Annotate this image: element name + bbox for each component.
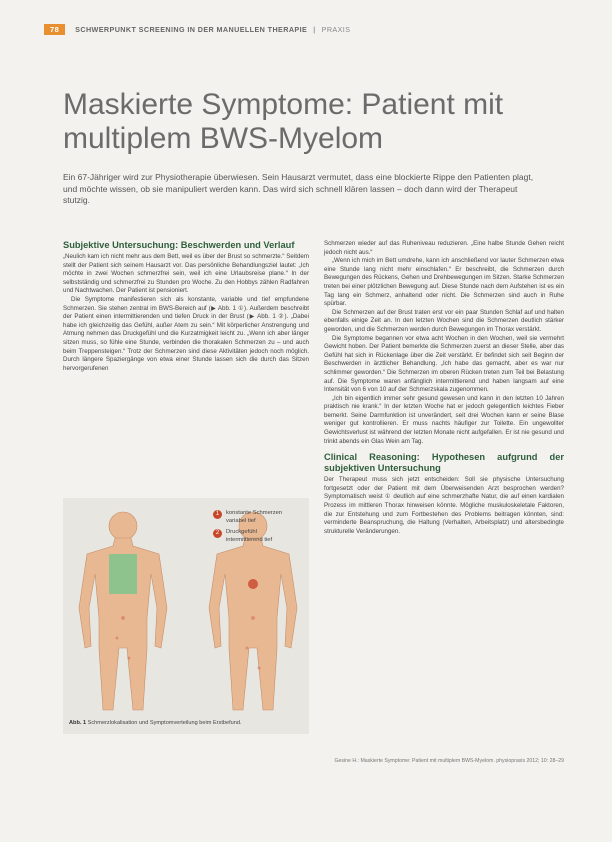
left-column (63, 240, 309, 373)
right-paragraph: „Ich bin eigentlich immer sehr gesund gewesen und kann in den letzten 10 Jahren praktisch nie krank.“ In der letzten Woche hat er jedoch gelegentlich leichtes Fieber bemerkt. Seine Darmfunktion ist unverändert, seit drei Wochen kann er seine Blase weniger gut kontrollieren. Er muss nachts häufiger zur Toilette. Ein ungewollter Gewichtsverlust ist während der letzten Monate nicht aufgefallen. Er ist nie gesund und trinkt abends ein Glas Wein am Tag. (324, 394, 564, 445)
figure-body-chart (63, 498, 309, 734)
figure-caption (69, 720, 305, 726)
citation-footer: Gesine H.: Maskierte Symptome: Patient mit multiplem BWS-Myelom. physiopraxis 2012; 10: 28–29 (334, 758, 564, 764)
article-lead: Ein 67-Jähriger wird zur Physiotherapie überwiesen. Sein Hausarzt vermutet, dass eine blockierte Rippe den Patienten plagt, und möchte wissen, ob sie manipuliert werden kann. Das wird sich schnell klären lassen – doch dann wird der Therapeut stutzig. (63, 172, 534, 205)
section-label: PRAXIS (321, 24, 351, 34)
marker-1-icon: 1 (213, 510, 222, 519)
legend-item (213, 529, 293, 544)
running-title: SCHWERPUNKT SCREENING IN DER MANUELLEN THERAPIE (75, 24, 308, 34)
right-paragraph: Die Symptome begannen vor etwa acht Wochen in den Wochen, weil sie vermehrt Gewicht hoben. Der Patient bemerkte die Schmerzen zuerst an dieser Stelle, aber das Gefühl hat sich in Rückenlage über die Zeit verstärkt. Er befindet sich seit Beginn der Beschwerden in ärztlicher Behandlung. „Ich habe das gemacht, aber es war nur schlimmer geworden.“ Die Schmerzen im oberen Rücken treten zum Teil bei Belastung auf. Die Symptome waren anfänglich intermittierend und haben langsam auf eine Intensität von 6 von 10 auf der Schmerzskala zugenommen. (324, 334, 564, 394)
right-paragraph: Schmerzen wieder auf das Ruheniveau reduzieren. „Eine halbe Stunde Gehen reicht jedoch nicht aus.“ (324, 240, 564, 256)
marker-2-icon: 2 (213, 529, 222, 538)
left-paragraph: Die Symptome manifestieren sich als konstante, variable und tief empfundene Schmerzen. Sie stehen zentral im BWS-Bereich auf (▶ Abb. 1 ①). Außerdem beschreibt der Patient einen intermittierenden und tiefen Druck in der Brust (▶ Abb. 1 ②). „Dabei habe ich gleichzeitig das Gefühl, außer Atem zu sein.“ Mit körperlicher Anstrengung und Atmung nehmen das Druckgefühl und die Kurzatmigkeit leicht zu. „Wenn ich aber länger sitzen muss, so fühle eine Stunde, verbinden die thorakalen Schmerzen zu – und auch beim Treppensteigen.“ Trotz der Schmerzen sind diese Aktivitäten jedoch noch möglich. Durch längere Spaziergänge von etwa einer Stunde lassen sich die durch das Sitzen hervorgerufenen (63, 295, 309, 372)
article-title: Maskierte Symptome: Patient mit multiplem BWS-Myelom (63, 88, 504, 155)
right-paragraph: Die Schmerzen auf der Brust traten erst vor ein paar Stunden Schlaf auf und halten ebenfalls einige Zeit an. In den letzten Wochen sind die Schmerzen deutlich stärker geworden, und die Schmerzen werden durch Bewegungen im Thorax verstärkt. (324, 308, 564, 333)
page-number: 78 (44, 24, 65, 35)
pain-area-back (109, 554, 137, 594)
caption-text: Schmerzlokalisation und Symptomverteilung beim Erstbefund. (87, 720, 242, 726)
left-paragraph: „Neulich kam ich nicht mehr aus dem Bett, weil es über der Brust so schmerzte.“ Seitdem stellt der Patient sich seinem Hausarzt vor. Das persönliche Behandlungsziel lautet: „Ich möchte in zwei Wochen schmerzfrei sein, weil ich eine Urlaubsreise plane.“ In der selbstständig und schmerzfrei zu Stunden pro Woche. Zu den Hobbys zählen Radfahren und Nachtwachen. Der Patient ist pensioniert. (63, 253, 309, 295)
right-heading: Clinical Reasoning: Hypothesen aufgrund der subjektiven Untersuchung (324, 452, 564, 474)
header-separator: | (313, 24, 316, 34)
running-header (44, 22, 584, 36)
figure-legend (213, 510, 293, 548)
legend-text: Druckgefühl intermittierend tief (226, 529, 273, 543)
legend-text: konstante Schmerzen variabel tief (226, 510, 283, 524)
right-paragraph: Der Therapeut muss sich jetzt entscheiden: Soll sie physische Untersuchung fortgesetzt oder der Patient mit dem Überweisenden Arzt besprochen werden? Symptomatisch weist ① deutlich auf eine schmerzhafte Natur, die auf einen kardialen Prozess im mittleren Thorax hinweisen könnte. Mögliche muskuloskeletale Faktoren, die zur Entstehung und zum Fortbestehen des Problems beitragen könnten, sind: verminderte Beanspruchung, die Haltung (Verhalten, Arbeitsplatz) und altersbedingte strukturelle Veränderungen. (324, 476, 564, 535)
caption-label: Abb. 1 (69, 720, 87, 726)
right-paragraph: „Wenn ich mich im Bett umdrehe, kann ich anschließend vor lauter Schmerzen etwa eine Stunde lang nicht mehr einschlafen.“ Er beschreibt, die Schmerzen durch Bewegungen des Rückens, Gehen und Drehbewegungen im Sitzen. Starke Schmerzen treten bei einer plötzlichen Bewegung auf. Diese Stunde nach dem Aufstehen ist es ein Tag lang ein Schmerz, anhaltend oder nicht. Die Schmerzen sind auch in Ruhe spürbar. (324, 257, 564, 308)
left-heading: Subjektive Untersuchung: Beschwerden und Verlauf (63, 240, 295, 250)
pain-area-chest (248, 579, 258, 589)
right-column (324, 240, 564, 536)
legend-item (213, 510, 293, 525)
